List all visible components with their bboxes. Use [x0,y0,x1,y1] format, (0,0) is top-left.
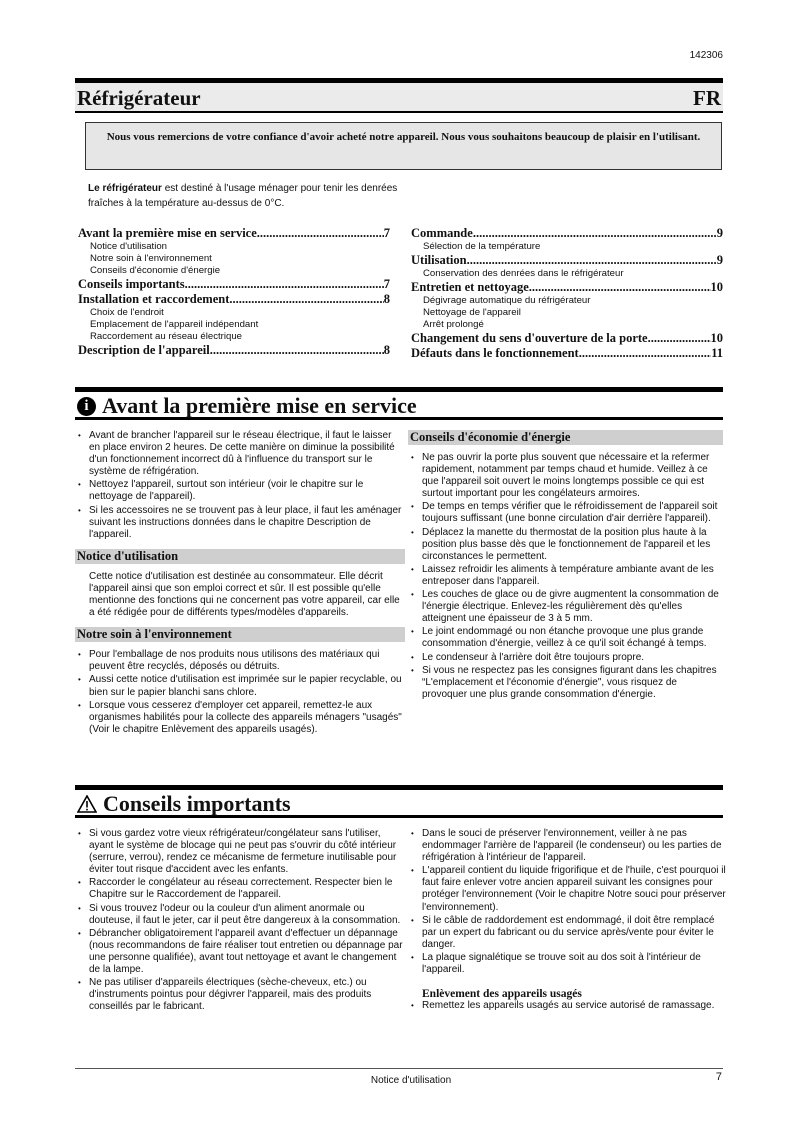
bullet-list [408,828,726,976]
toc-leader [529,280,711,295]
toc-entry[interactable] [78,343,390,358]
toc-entry-title: Utilisation [411,253,467,267]
toc-leader [579,346,711,361]
list-item: • Dans le souci de préserver l'environnement, veiller à ne pas endommager l'arrière de l'appareil (le condenseur) ou les parties de réfrigération à l'intérieur de l'appareil. [422,828,726,864]
intro-text [88,181,398,211]
toc-right [411,226,723,361]
toc-entry-title: Changement du sens d'ouverture de la porte [411,331,648,345]
toc-leader [467,253,717,268]
list-item: • Si vous ne respectez pas les consignes figurant dans les chapitres “L'emplacement et l'économie d'énergie", vous risquez de provoquer une plus grande consommation d'énergie. [422,665,723,701]
toc-entry[interactable] [411,226,723,241]
language-code: FR [693,86,721,110]
toc-entry-page: 11 [711,346,723,360]
toc-entry-page: 8 [383,292,390,306]
toc-leader [473,226,717,241]
section1-left-column [75,430,405,737]
list-item: • Si vous trouvez l'odeur ou la couleur d'un aliment anormale ou douteuse, il faut le jeter, car il peut être dangereux à la consommation. [89,903,405,927]
subheading-environment: Notre soin à l'environnement [75,627,405,642]
page-title: Réfrigérateur [77,86,201,110]
toc-leader [648,331,711,346]
toc-entry-page: 7 [383,226,390,240]
bullet-list [408,452,723,701]
toc-subentry[interactable]: Sélection de la température [423,241,541,252]
toc-entry-title: Avant la première mise en service [78,226,257,240]
section-header-first-use [75,387,723,420]
list-item: • Ne pas utiliser d'appareils électriques (sèche-cheveux, etc.) ou d'instruments pointus pour dégivrer l'appareil, mais des produits conseillés par le fabricant. [89,977,405,1013]
notice-paragraph: Cette notice d'utilisation est destinée au consommateur. Elle décrit l'appareil ainsi que son emploi correct et sûr. Il est possible qu'elle mentionne des fonctions qui ne concernent pas votre appareil, car elle a été rédigée pour de différents types/modèles d'appareils. [89,570,400,619]
document-number: 142306 [689,50,723,61]
toc-entry-page: 9 [716,226,723,240]
toc-entry[interactable] [411,280,723,295]
list-item: • Nettoyez l'appareil, surtout son intérieur (voir le chapitre sur le nettoyage de l'appareil). [89,479,405,503]
toc-entry-page: 10 [710,280,723,294]
list-item: • Les couches de glace ou de givre augmentent la consommation de l'énergie électrique. Enlevez-les régulièrement dès qu'elles atteignent une épaisseur de 3 à 5 mm. [422,589,723,625]
bullet-list [408,1000,726,1012]
toc-entry-page: 9 [716,253,723,267]
toc-subentry[interactable]: Conseils d'économie d'énergie [90,265,221,276]
list-item: • Débrancher obligatoirement l'appareil avant d'effectuer un dépannage (nous recommandons de faire réaliser tout entretien ou dépannage par une personne qualifiée), avant tout nettoyage et avant le changement de la lampe. [89,928,405,976]
toc-subentry[interactable]: Dégivrage automatique du réfrigérateur [423,295,591,306]
title-bar [75,78,723,113]
list-item: • Remettez les appareils usagés au service autorisé de ramassage. [422,1000,726,1012]
toc-subentry[interactable]: Conservation des denrées dans le réfrigérateur [423,268,624,279]
list-item: • Raccorder le congélateur au réseau correctement. Respecter bien le Chapitre sur le Raccordement de l'appareil. [89,877,405,901]
toc-subentry[interactable]: Notice d'utilisation [90,241,168,252]
section-header-important [75,785,723,818]
subheading-removal: Enlèvement des appareils usagés [422,988,582,1001]
toc-subentry[interactable]: Nettoyage de l'appareil [423,307,521,318]
thanks-box: Nous vous remercions de votre confiance d'avoir acheté notre appareil. Nous vous souhaitons beaucoup de plaisir en l'utilisant. [85,122,722,170]
list-item: • De temps en temps vérifier que le réfroidissement de l'appareil soit toujours suffissant (une bonne circulation d'air derrière l'appareil). [422,501,723,525]
list-item: • L'appareil contient du liquide frigorifique et de l'huile, c'est pourquoi il faut faire enlever votre ancien appareil suivant les consignes pour protéger l'environnement (Voir le chapitre Notre souci pour préserver l'environnement). [422,865,726,913]
toc-entry[interactable] [78,226,390,241]
section-title: Conseils importants [103,791,291,816]
toc-entry-title: Commande [411,226,473,240]
list-item: • Déplacez la manette du thermostat de la position plus haute à la position plus basse dès que le fonctionnement de l'appareil et les circonstances le permettent. [422,527,723,563]
toc-subentry[interactable]: Notre soin à l'environnement [90,253,212,264]
toc-subentry[interactable]: Raccordement au réseau électrique [90,331,242,342]
toc-entry-title: Installation et raccordement [78,292,230,306]
page-number: 7 [715,1071,722,1083]
toc-entry[interactable] [411,253,723,268]
bullet-list [75,828,405,1013]
toc-subentry[interactable]: Emplacement de l'appareil indépendant [90,319,259,330]
toc-entry-title: Entretien et nettoyage [411,280,529,294]
list-item: • Si les accessoires ne se trouvent pas à leur place, il faut les aménager suivant les instructions données dans le chapitre Description de l'appareil. [89,505,405,541]
subheading-energy: Conseils d'économie d'énergie [408,430,723,445]
subheading-notice: Notice d'utilisation [75,549,405,564]
toc-subentry[interactable]: Arrêt prolongé [423,319,484,330]
list-item: • Si le câble de raddordement est endommagé, il doit être remplacé par un expert du fabricant ou du service après/vente pour éviter le danger. [422,915,726,951]
toc-entry-title: Défauts dans le fonctionnement [411,346,579,360]
footer-divider [75,1068,723,1069]
bullet-list [75,649,405,736]
toc-entry[interactable] [411,346,723,361]
list-item: • La plaque signalétique se trouve soit au dos soit à l'intérieur de l'appareil. [422,952,726,976]
bullet-list [75,430,405,541]
section2-right-column [408,828,726,1013]
toc-leader [229,292,383,307]
toc-leader [185,277,384,292]
list-item: • Avant de brancher l'appareil sur le réseau électrique, il faut le laisser en place environ 2 heures. De cette manière on diminue la possibilité d'un fonctionnement incorrect dû à l'influence du transport sur le système de réfrigération. [89,430,405,478]
intro-bold: Le réfrigérateur [88,183,162,194]
toc-subentry[interactable]: Choix de l'endroit [90,307,164,318]
toc-entry[interactable] [411,331,723,346]
list-item: • Pour l'emballage de nos produits nous utilisons des matériaux qui peuvent être recyclés, déposés ou détruits. [89,649,405,673]
toc-entry-title: Description de l'appareil [78,343,210,357]
warning-icon [77,795,97,813]
footer-text: Notice d'utilisation [370,1075,452,1086]
section-title: Avant la première mise en service [102,393,417,418]
toc-leader [210,343,384,358]
intro-rest: est destiné à l'usage ménager pour tenir les denrées fraîches à la température au-dessus de 0°C. [88,183,398,209]
toc-leader [257,226,384,241]
toc-entry-page: 8 [383,343,390,357]
list-item: • Lorsque vous cesserez d'employer cet appareil, remettez-le aux organismes habilités pour la collecte des appareils ménagers "usagés" (Voir le chapitre Enlèvement des appareils usagés). [89,700,405,736]
toc-entry[interactable] [78,277,390,292]
info-icon: i [77,397,96,416]
list-item: • Si vous gardez votre vieux réfrigérateur/congélateur sans l'utiliser, ayant le système de blocage qui ne peut pas s'ouvrir du côté intérieur (serrure, verrou), rendez ce mécanisme de fermeture inutilisable pour éviter tout risque d'accident avec les enfants. [89,828,405,876]
list-item: • Ne pas ouvrir la porte plus souvent que nécessaire et la refermer rapidement, notamment par temps chaud et humide. Veillez à ce que l'appareil soit ouvert le moins longtemps possible ce qui est surtout important pour les congélateurs armoires. [422,452,723,500]
toc-entry-title: Conseils importants [78,277,185,291]
toc-entry-page: 10 [710,331,723,345]
toc-entry[interactable] [78,292,390,307]
toc-entry-page: 7 [383,277,390,291]
list-item: • Laissez refroidir les aliments à température ambiante avant de les entreposer dans l'appareil. [422,564,723,588]
list-item: • Le condenseur à l'arrière doit être toujours propre. [422,652,723,664]
toc-left [78,226,390,358]
list-item: • Le joint endommagé ou non étanche provoque une plus grande consommation d'énergie, veillez à ce qu'il soit échangé à temps. [422,626,723,650]
section1-right-column [408,422,723,702]
section2-left-column [75,828,405,1014]
list-item: • Aussi cette notice d'utilisation est imprimée sur le papier recyclable, ou bien sur le papier blanchi sans chlore. [89,674,405,698]
